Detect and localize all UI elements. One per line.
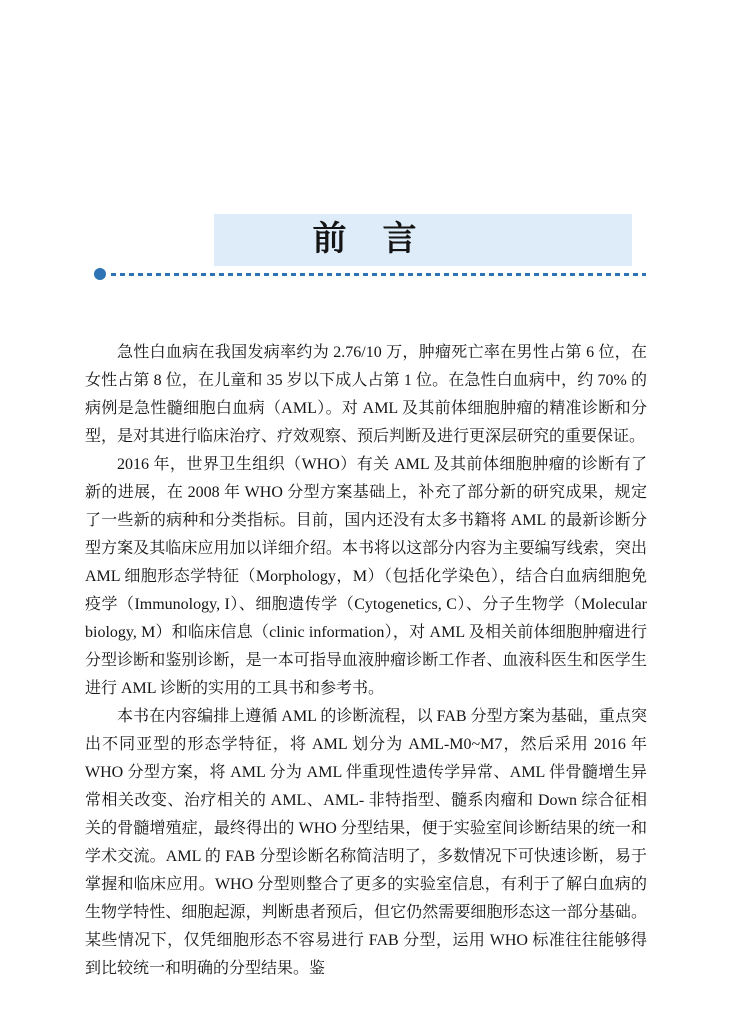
- preface-text: [85, 339, 647, 983]
- divider-dot-icon: [94, 268, 106, 280]
- divider-dashed-line: [111, 273, 646, 276]
- page-title: 前 言: [312, 221, 418, 258]
- section-divider: [94, 268, 646, 281]
- paragraph-1: 急性白血病在我国发病率约为 2.76/10 万，肿瘤死亡率在男性占第 6 位，在女性占第 8 位，在儿童和 35 岁以下成人占第 1 位。在急性白血病中，约 70% 的病例是急性髓细胞白血病（AML）。对 AML 及其前体细胞肿瘤的精准诊断和分型，是对其进行临床治疗、疗效观察、预后判断及进行更深层研究的重要保证。: [85, 344, 647, 445]
- paragraph-2: 2016 年，世界卫生组织（WHO）有关 AML 及其前体细胞肿瘤的诊断有了新的进展，在 2008 年 WHO 分型方案基础上，补充了部分新的研究成果，规定了一些新的病种和分类指标。目前，国内还没有太多书籍将 AML 的最新诊断分型方案及其临床应用加以详细介绍。本书将以这部分内容为主要编写线索，突出 AML 细胞形态学特征（Morphology，M）（包括化学染色），结合白血病细胞免疫学（Immunology, I）、细胞遗传学（Cytogenetics, C）、分子生物学（Molecular biology, M）和临床信息（clinic information），对 AML 及相关前体细胞肿瘤进行分型诊断和鉴别诊断，是一本可指导血液肿瘤诊断工作者、血液科医生和医学生进行 AML 诊断的实用的工具书和参考书。: [85, 456, 647, 697]
- paragraph-3: 本书在内容编排上遵循 AML 的诊断流程，以 FAB 分型方案为基础，重点突出不同亚型的形态学特征，将 AML 划分为 AML-M0~M7，然后采用 2016 年 WHO 分型方案，将 AML 分为 AML 伴重现性遗传学异常、AML 伴骨髓增生异常相关改变、治疗相关的 AML、AML- 非特指型、髓系肉瘤和 Down 综合征相关的骨髓增殖症，最终得出的 WHO 分型结果，便于实验室间诊断结果的统一和学术交流。AML 的 FAB 分型诊断名称简洁明了，多数情况下可快速诊断，易于掌握和临床应用。WHO 分型则整合了更多的实验室信息，有利于了解白血病的生物学特性、细胞起源，判断患者预后，但它仍然需要细胞形态这一部分基础。某些情况下，仅凭细胞形态不容易进行 FAB 分型，运用 WHO 标准往往能够得到比较统一和明确的分型结果。鉴: [85, 708, 647, 977]
